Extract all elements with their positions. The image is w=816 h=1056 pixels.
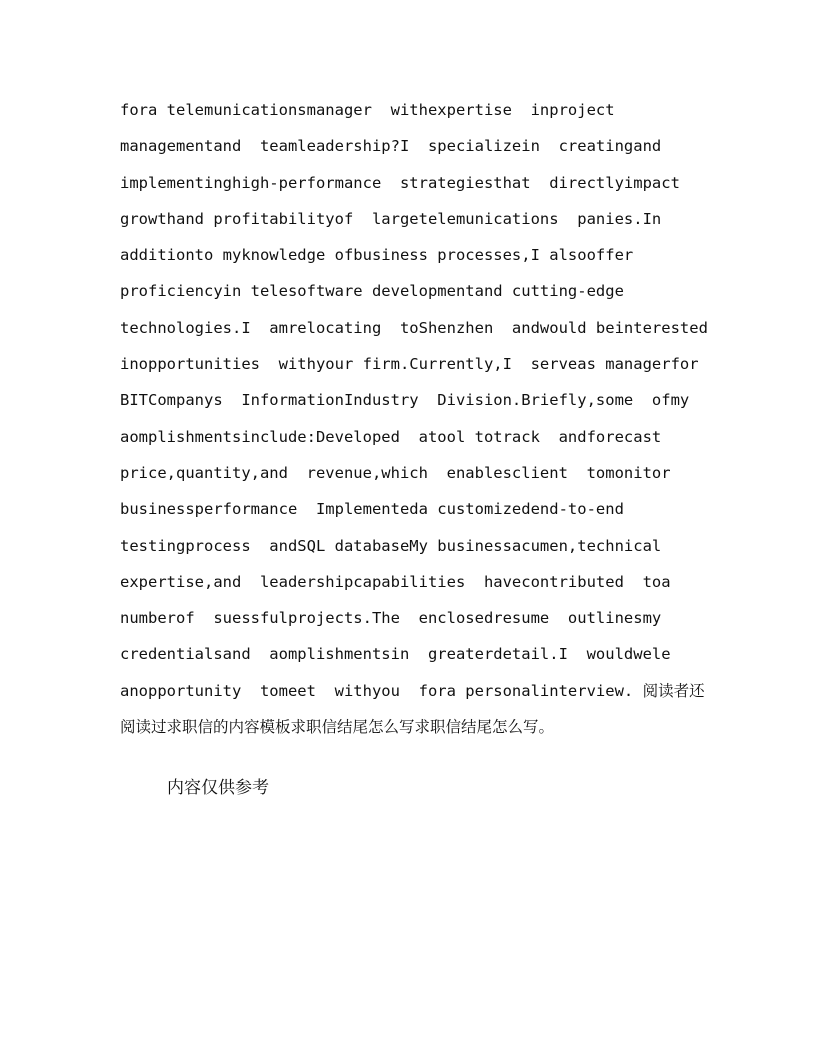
body-line: numberof suessfulprojects.The enclosedresume outlinesmy xyxy=(120,609,662,628)
body-line: anopportunity tomeet withyou fora personalinterview. 阅读者还 xyxy=(120,681,705,700)
body-line: businessperformance Implementeda customizedend-to-end xyxy=(120,500,624,519)
body-line: inopportunities withyour firm.Currently,I serveas managerfor xyxy=(120,355,699,374)
body-line: testingprocess andSQL databaseMy businessacumen,technical xyxy=(120,536,662,555)
body-line: managementand teamleadership?I specializein creatingand xyxy=(120,137,662,156)
body-line: growthand profitabilityof largetelemunications panies.In xyxy=(120,209,662,228)
body-line: technologies.I amrelocating toShenzhen andwould beinterested xyxy=(120,318,708,337)
body-line: implementinghigh-performance strategiesthat directlyimpact xyxy=(120,173,680,192)
body-line: credentialsand aomplishmentsin greaterdetail.I wouldwele xyxy=(120,645,671,664)
body-line: proficiencyin telesoftware developmentand cutting-edge xyxy=(120,282,624,301)
reference-note: 内容仅供参考 xyxy=(167,778,269,798)
body-line: price,quantity,and revenue,which enablesclient tomonitor xyxy=(120,463,671,482)
body-line: 阅读过求职信的内容模板求职信结尾怎么写求职信结尾怎么写。 xyxy=(120,718,555,737)
body-line: BITCompanys InformationIndustry Division.Briefly,some ofmy xyxy=(120,391,690,410)
cover-letter-body xyxy=(120,92,708,745)
body-line: aomplishmentsinclude:Developed atool totrack andforecast xyxy=(120,427,662,446)
body-line: additionto myknowledge ofbusiness processes,I alsooffer xyxy=(120,246,634,265)
body-line: expertise,and leadershipcapabilities havecontributed toa xyxy=(120,572,671,591)
body-line: fora telemunicationsmanager withexpertise inproject xyxy=(120,101,615,119)
